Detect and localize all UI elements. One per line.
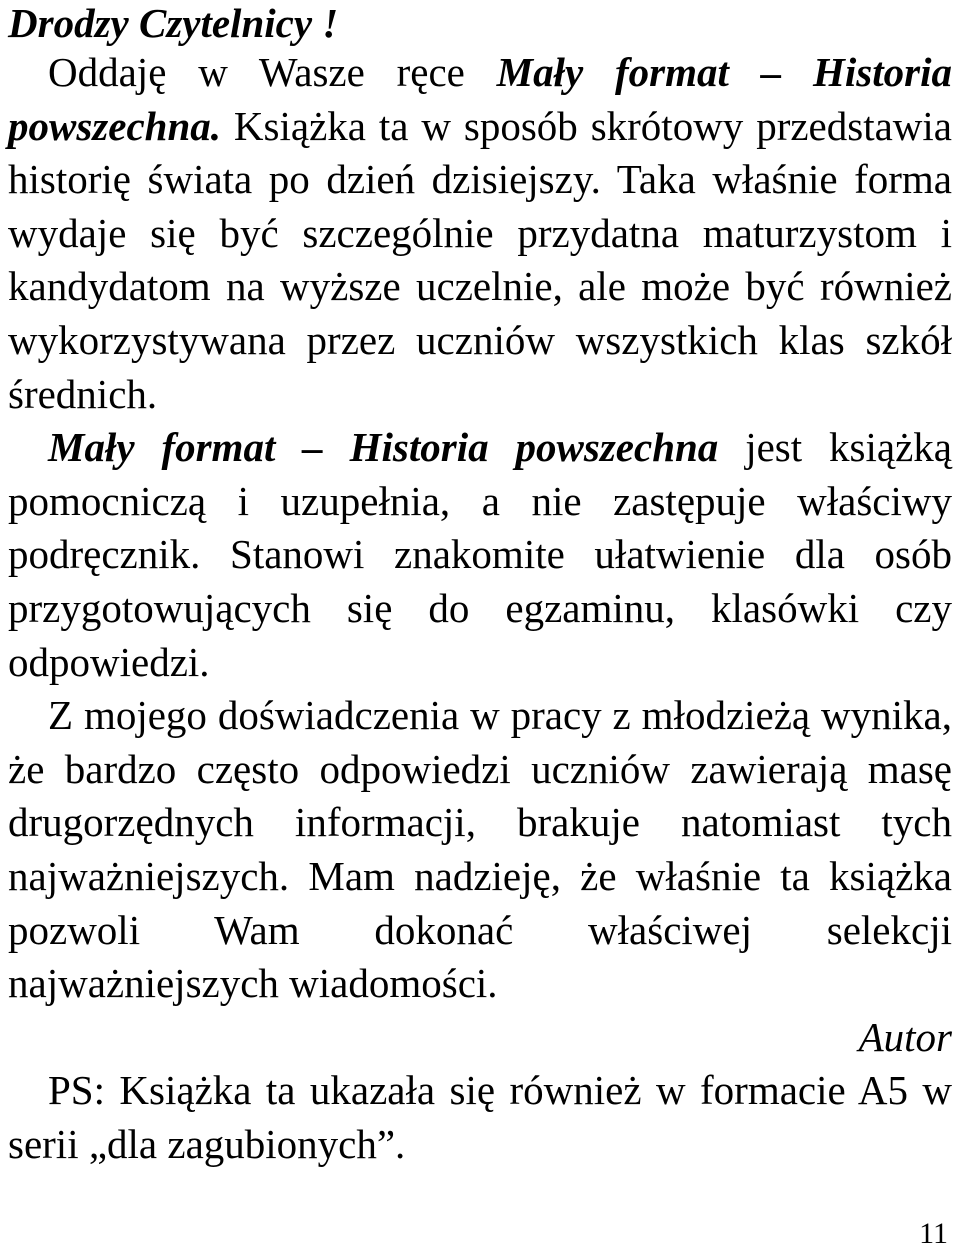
- purpose-paragraph: [8, 421, 952, 689]
- book-title: Mały format – Historia powszechna.: [8, 49, 952, 149]
- postscript-paragraph: PS: Książka ta ukazała się również w formacie A5 w serii „dla zagubionych”.: [8, 1067, 952, 1167]
- page-number: 11: [919, 1217, 948, 1250]
- intro-text-after: Książka ta w sposób skrótowy przedstawia historię świata po dzień dzisiejszy. Taka właśnie forma wydaje się być szczególnie przydatna maturzystom i kandydatom na wyższe uczelnie, ale może być również wykorzystywana przez uczniów wszystkich klas szkół średnich.: [8, 102, 952, 417]
- intro-paragraph: [8, 46, 952, 421]
- book-page: [8, 0, 952, 1259]
- intro-text-before: Oddaję w Wasze ręce: [48, 49, 497, 95]
- author-signature: Autor: [858, 1013, 952, 1060]
- purpose-text: jest książką pomocniczą i uzupełnia, a nie zastępuje właściwy podręcznik. Stanowi znakomite ułatwienie dla osób przygotowujących się do egzaminu, klasówki czy odpowiedzi.: [8, 424, 952, 685]
- book-title-repeat: Mały format – Historia powszechna: [48, 424, 719, 471]
- experience-paragraph: Z mojego doświadczenia w pracy z młodzieżą wynika, że bardzo często odpowiedzi uczniów zawierają masę drugorzędnych informacji, brakuje natomiast tych najważniejszych. Mam nadzieję, że właśnie ta książka pozwoli Wam dokonać właściwej selekcji najważniejszych wiadomości.: [8, 692, 952, 1007]
- page-heading: Drodzy Czytelnicy !: [8, 0, 339, 46]
